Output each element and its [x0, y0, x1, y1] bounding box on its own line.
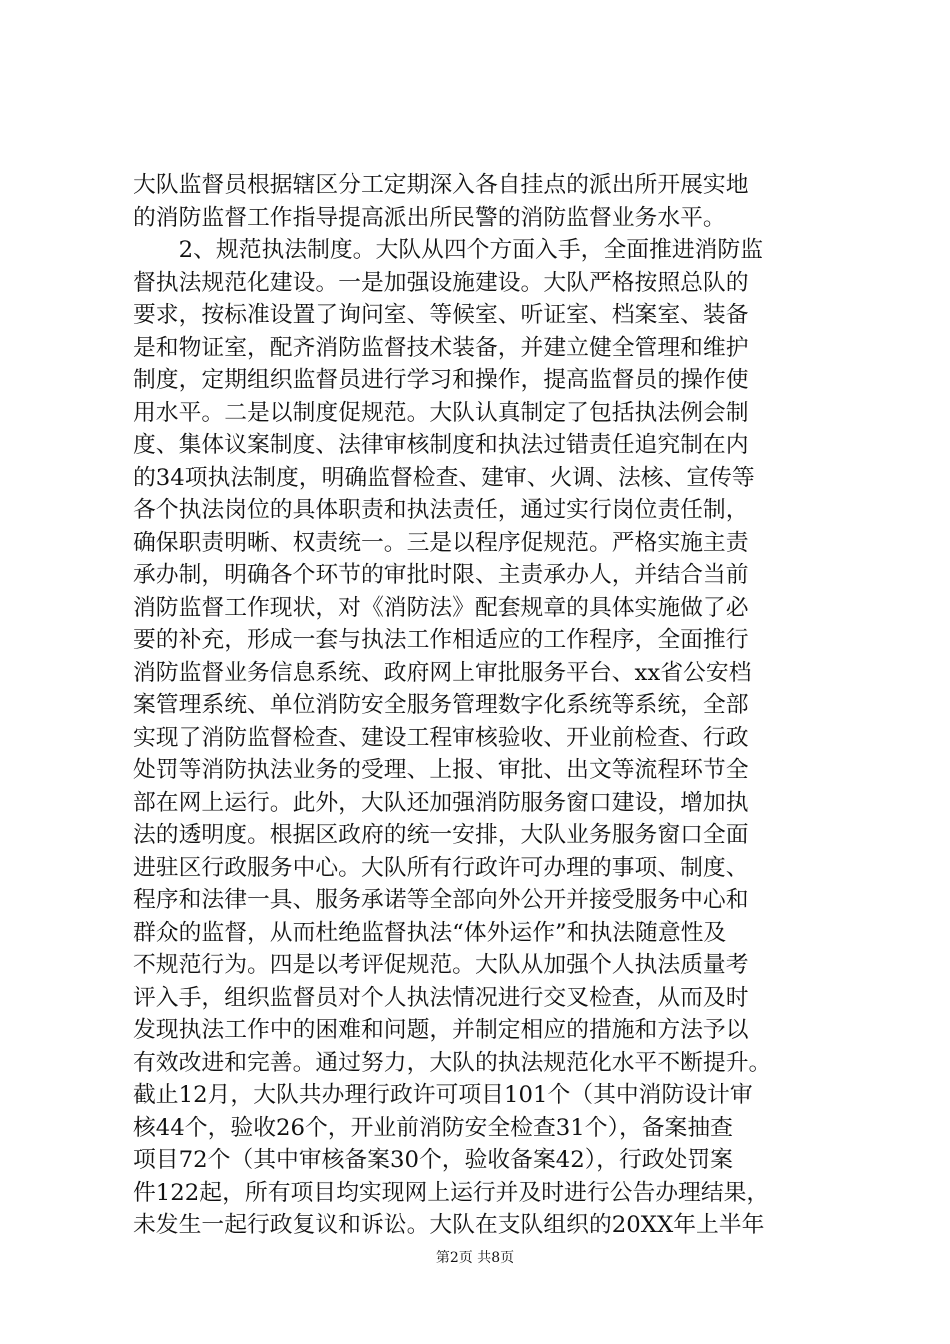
text-line: 评入手，组织监督员对个人执法情况进行交叉检查，从而及时	[133, 984, 749, 1011]
text-line: 项目72个（其中审核备案30个，验收备案42），行政处罚案	[133, 1147, 733, 1173]
text-line: 程序和法律一具、服务承诺等全部向外公开并接受服务中心和	[133, 887, 749, 913]
text-line: 各个执法岗位的具体职责和执法责任，通过实行岗位责任制，	[133, 497, 749, 523]
text-line: 度、集体议案制度、法律审核制度和执法过错责任追究制在内	[133, 432, 749, 458]
text-line: 消防监督工作现状，对《消防法》配套规章的具体实施做了必	[133, 594, 749, 621]
text-line: 确保职责明晰、权责统一。三是以程序促规范。严格实施主责	[133, 529, 749, 556]
text-line: 是和物证室，配齐消防监督技术装备，并建立健全管理和维护	[133, 334, 749, 361]
text-line: 要求，按标准设置了询问室、等候室、听证室、档案室、装备	[133, 302, 749, 328]
text-line: 群众的监督，从而杜绝监督执法“体外运作”和执法随意性及	[133, 919, 727, 946]
text-line: 件122起，所有项目均实现网上运行并及时进行公告办理结果，	[133, 1179, 770, 1206]
text-line: 法的透明度。根据区政府的统一安排，大队业务服务窗口全面	[133, 822, 749, 848]
text-line: 发现执法工作中的困难和问题，并制定相应的措施和方法予以	[133, 1017, 749, 1043]
text-line: 有效改进和完善。通过努力，大队的执法规范化水平不断提升。	[133, 1049, 772, 1076]
text-line: 制度，定期组织监督员进行学习和操作，提高监督员的操作使	[133, 367, 749, 393]
text-line: 不规范行为。四是以考评促规范。大队从加强个人执法质量考	[133, 952, 749, 978]
page-number-footer: 第2页 共8页	[435, 1250, 515, 1266]
text-line: 案管理系统、单位消防安全服务管理数字化系统等系统，全部	[133, 692, 749, 718]
text-line: 消防监督业务信息系统、政府网上审批服务平台、xx省公安档	[133, 659, 752, 686]
text-line: 要的补充，形成一套与执法工作相适应的工作程序，全面推行	[133, 627, 749, 653]
text-line: 核44个，验收26个，开业前消防安全检查31个），备案抽查	[133, 1114, 733, 1141]
text-line: 实现了消防监督检查、建设工程审核验收、开业前检查、行政	[133, 724, 749, 751]
text-line: 未发生一起行政复议和诉讼。大队在支队组织的20XX年上半年	[133, 1212, 765, 1238]
text-line: 截止12月，大队共办理行政许可项目101个（其中消防设计审	[133, 1082, 753, 1108]
text-line: 部在网上运行。此外，大队还加强消防服务窗口建设，增加执	[133, 789, 749, 816]
text-line: 进驻区行政服务中心。大队所有行政许可办理的事项、制度、	[133, 854, 749, 881]
text-line: 2、规范执法制度。大队从四个方面入手，全面推进消防监	[133, 237, 764, 263]
text-line: 承办制，明确各个环节的审批时限、主责承办人，并结合当前	[133, 562, 749, 588]
text-line: 的消防监督工作指导提高派出所民警的消防监督业务水平。	[133, 204, 726, 231]
text-line: 用水平。二是以制度促规范。大队认真制定了包括执法例会制	[133, 399, 749, 426]
text-line: 督执法规范化建设。一是加强设施建设。大队严格按照总队的	[133, 269, 749, 296]
text-line: 处罚等消防执法业务的受理、上报、审批、出文等流程环节全	[133, 757, 749, 783]
text-line: 大队监督员根据辖区分工定期深入各自挂点的派出所开展实地	[133, 172, 749, 198]
text-line: 的34项执法制度，明确监督检查、建审、火调、法核、宣传等	[133, 464, 755, 491]
